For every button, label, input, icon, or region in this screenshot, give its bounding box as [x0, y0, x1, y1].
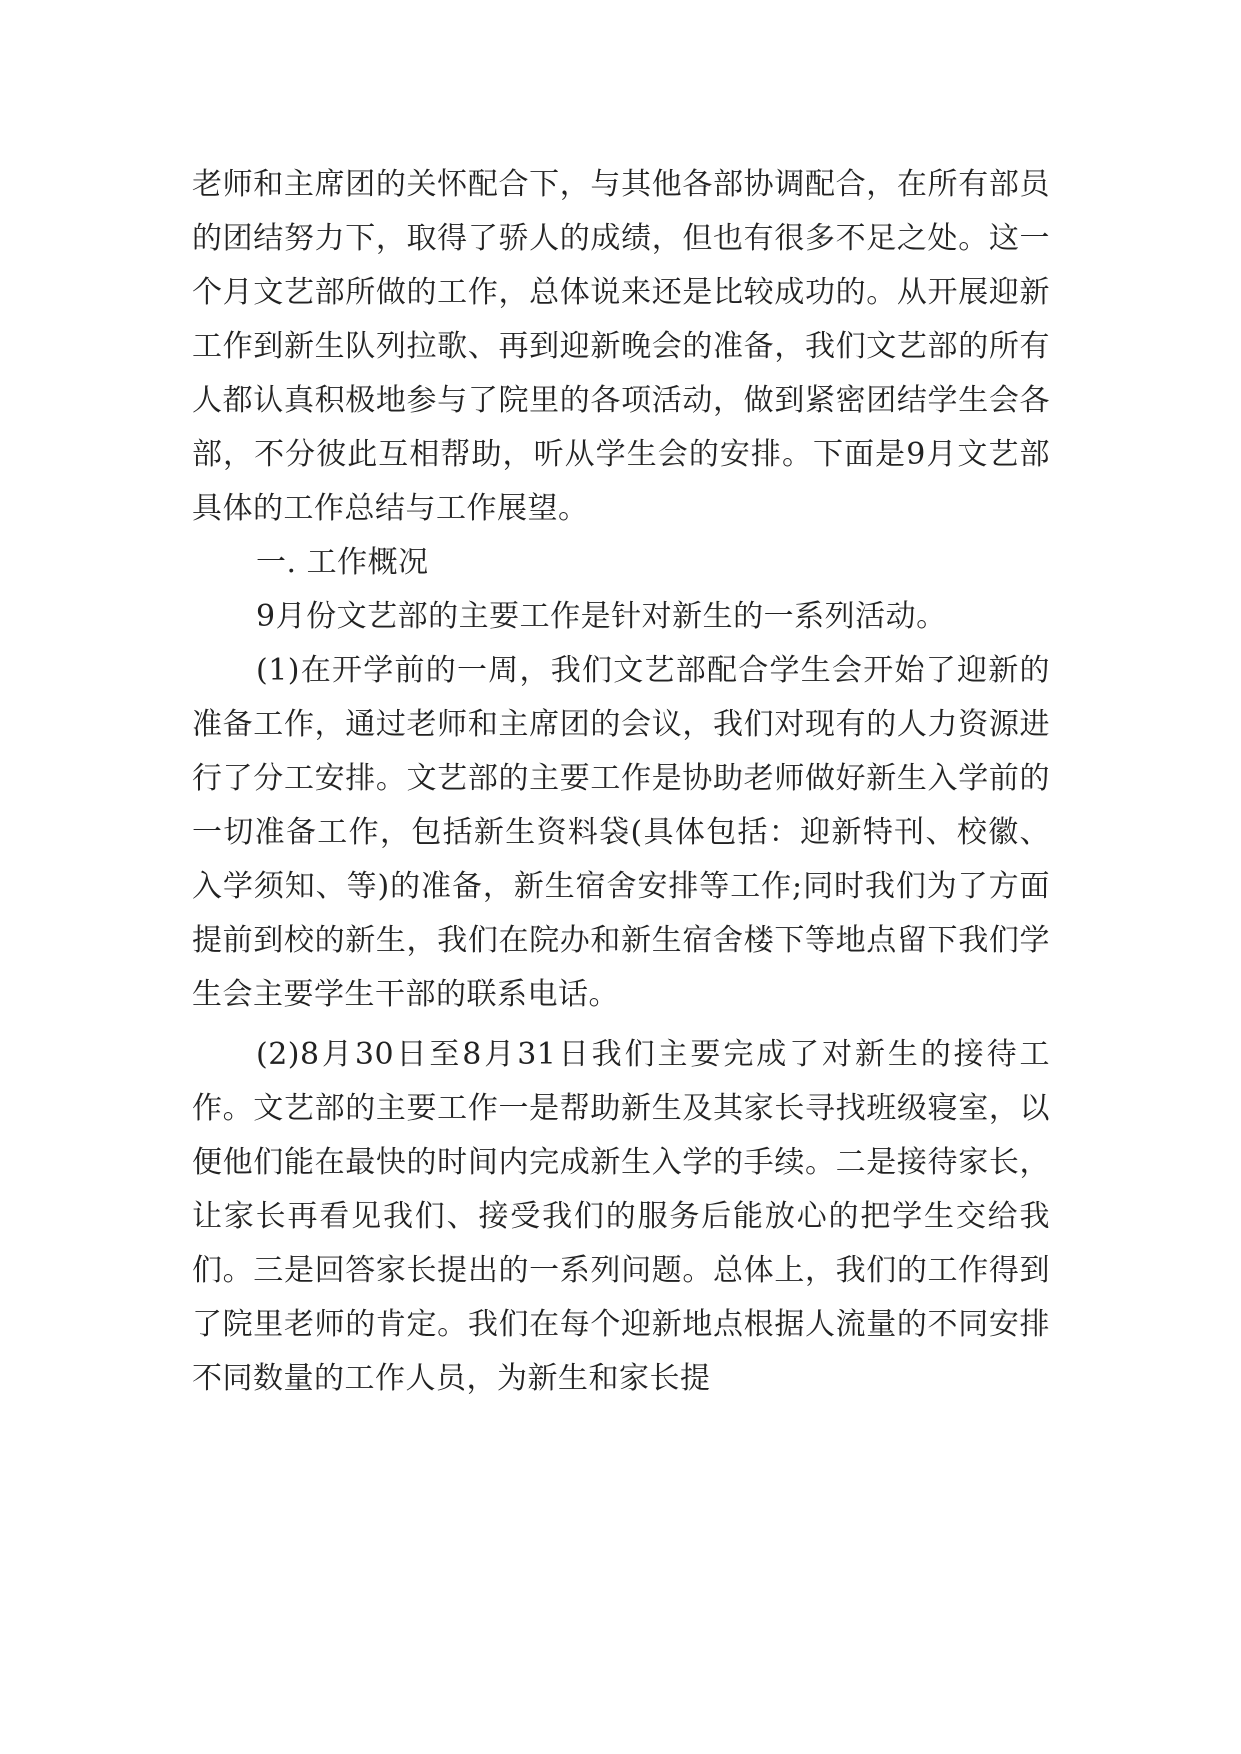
paragraph-september-summary: 9月份文艺部的主要工作是针对新生的一系列活动。 [256, 599, 947, 634]
document-body [192, 158, 1050, 1406]
paragraph-item-1: (1)在开学前的一周，我们文艺部配合学生会开始了迎新的准备工作，通过老师和主席团的会议，我们对现有的人力资源进行了分工安排。文艺部的主要工作是协助老师做好新生入学前的一切准备工作，包括新生资料袋(具体包括：迎新特刊、校徽、入学须知、等)的准备，新生宿舍安排等工作;同时我们为了方面提前到校的新生，我们在院办和新生宿舍楼下等地点留下我们学生会主要学生干部的联系电话。 [192, 653, 1050, 1012]
section-heading-overview: 一. 工作概况 [256, 545, 429, 580]
paragraph-intro: 老师和主席团的关怀配合下，与其他各部协调配合，在所有部员的团结努力下，取得了骄人的成绩，但也有很多不足之处。这一个月文艺部所做的工作，总体说来还是比较成功的。从开展迎新工作到新生队列拉歌、再到迎新晚会的准备，我们文艺部的所有人都认真积极地参与了院里的各项活动，做到紧密团结学生会各部，不分彼此互相帮助，听从学生会的安排。下面是9月文艺部具体的工作总结与工作展望。 [192, 167, 1050, 526]
paragraph-item-2: (2)8月30日至8月31日我们主要完成了对新生的接待工作。文艺部的主要工作一是帮助新生及其家长寻找班级寝室，以便他们能在最快的时间内完成新生入学的手续。二是接待家长，让家长再看见我们、接受我们的服务后能放心的把学生交给我们。三是回答家长提出的一系列问题。总体上，我们的工作得到了院里老师的肯定。我们在每个迎新地点根据人流量的不同安排不同数量的工作人员，为新生和家长提 [192, 1037, 1050, 1396]
